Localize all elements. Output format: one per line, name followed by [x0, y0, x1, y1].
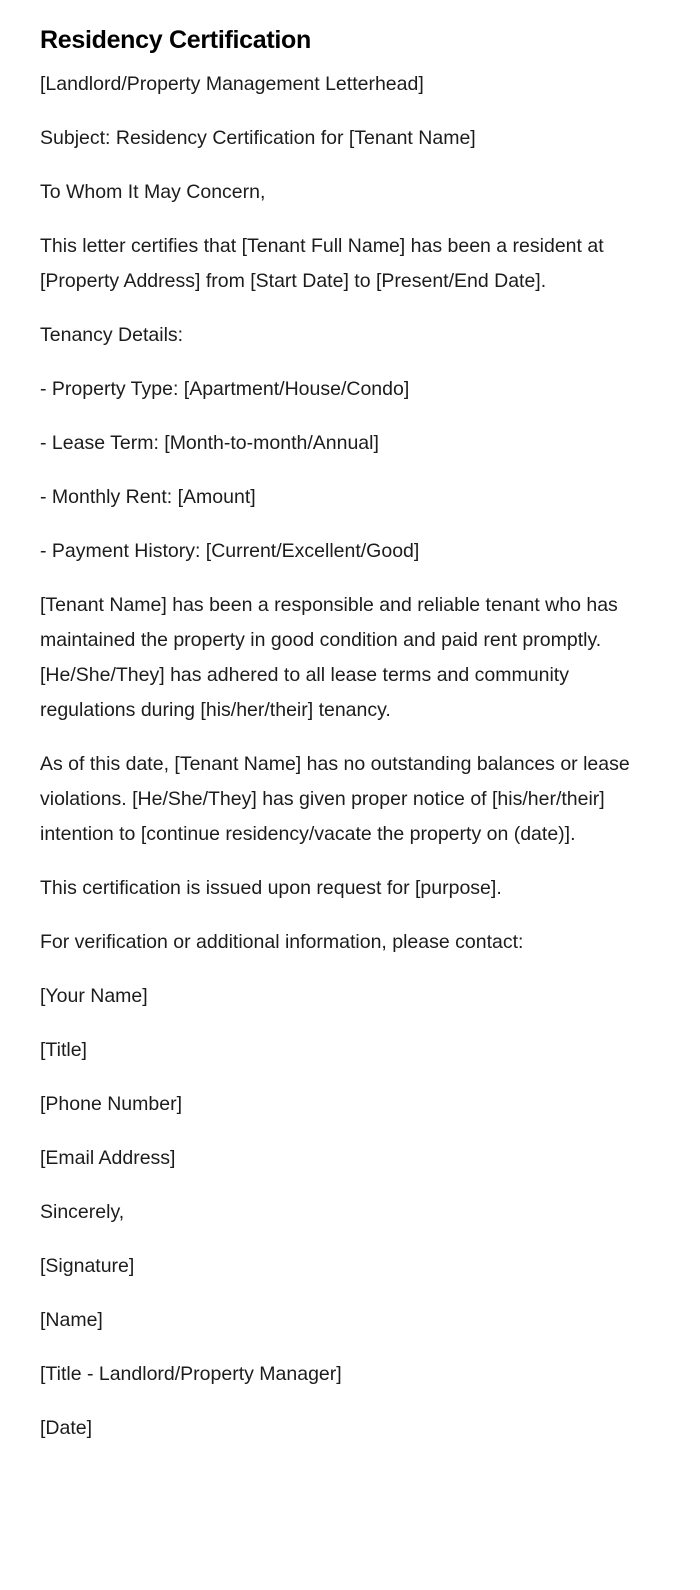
signer-title: [Title - Landlord/Property Manager] [40, 1363, 342, 1385]
document-title: Residency Certification [40, 26, 311, 54]
contact-title: [Title] [40, 1039, 87, 1061]
signer-name: [Name] [40, 1309, 103, 1331]
tenancy-details-heading: Tenancy Details: [40, 324, 184, 346]
contact-email: [Email Address] [40, 1147, 176, 1169]
contact-name: [Your Name] [40, 985, 148, 1007]
body-paragraph-responsibility: [Tenant Name] has been a responsible and reliable tenant who has maintained the property in good condition and paid rent promptly. [He/She/They] has adhered to all lease terms and community regulations during [his/her/their] tenancy. [40, 594, 618, 721]
salutation: To Whom It May Concern, [40, 181, 266, 203]
subject-line: Subject: Residency Certification for [Tenant Name] [40, 127, 476, 149]
contact-intro: For verification or additional information, please contact: [40, 931, 524, 953]
signature-date: [Date] [40, 1417, 93, 1439]
purpose-statement: This certification is issued upon request for [purpose]. [40, 877, 502, 899]
detail-property-type: - Property Type: [Apartment/House/Condo] [40, 378, 410, 400]
letterhead-placeholder: [Landlord/Property Management Letterhead] [40, 73, 424, 95]
letter-document [40, 20, 660, 1446]
body-paragraph-balances: As of this date, [Tenant Name] has no outstanding balances or lease violations. [He/She/They] has given proper notice of [his/her/their] intention to [continue residency/vacate the property on (date)]. [40, 753, 630, 845]
closing: Sincerely, [40, 1201, 125, 1223]
detail-monthly-rent: - Monthly Rent: [Amount] [40, 486, 256, 508]
detail-lease-term: - Lease Term: [Month-to-month/Annual] [40, 432, 379, 454]
intro-paragraph: This letter certifies that [Tenant Full Name] has been a resident at [Property Address] from [Start Date] to [Present/End Date]. [40, 235, 604, 292]
detail-payment-history: - Payment History: [Current/Excellent/Good] [40, 540, 420, 562]
contact-phone: [Phone Number] [40, 1093, 182, 1115]
signature-placeholder: [Signature] [40, 1255, 135, 1277]
